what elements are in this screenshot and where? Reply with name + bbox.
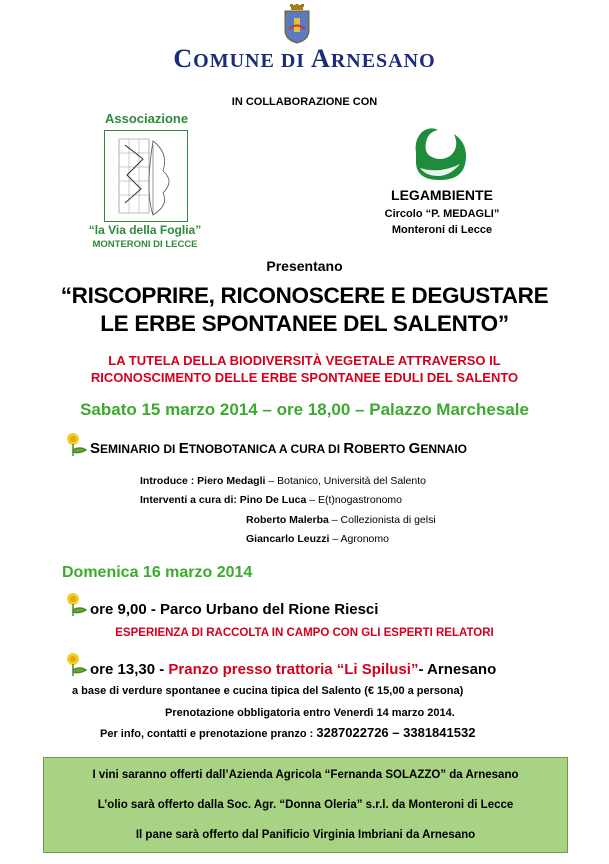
swan-logo-icon <box>410 122 470 184</box>
event-subtitle-line1: LA TUTELA DELLA BIODIVERSITÀ VEGETALE ATTRAVERSO IL <box>108 353 501 368</box>
lunch-details: a base di verdure spontanee e cucina tipica del Salento (€ 15,00 a persona) <box>72 685 464 697</box>
crest-icon <box>282 4 312 44</box>
sponsor-bread: Il pane sarà offerto dal Panificio Virginia Imbriani da Arnesano <box>135 829 476 841</box>
speaker-leuzzi: Giancarlo Leuzzi – Agronomo <box>246 533 389 545</box>
collaboration-label: IN COLLABORAZIONE CON <box>231 96 378 108</box>
association-name: “la Via della Foglia” <box>88 223 202 237</box>
speaker-malerba: Roberto Malerba – Collezionista di gelsi <box>246 514 436 526</box>
comune-title: COMUNE DI ARNESANO <box>173 44 436 73</box>
saturday-heading: Sabato 15 marzo 2014 – ore 18,00 – Palazzo Marchesale <box>80 400 529 419</box>
event-lunch: ore 13,30 - Pranzo presso trattoria “Li Spilusi”- Arnesano <box>90 661 497 678</box>
event-subtitle-line2: RICONOSCIMENTO DELLE ERBE SPONTANEE EDULI DEL SALENTO <box>90 370 519 385</box>
association-title: Associazione <box>105 111 189 126</box>
speaker-introduce: Introduce : Piero Medagli – Botanico, Università del Salento <box>140 475 426 487</box>
event-subtitle <box>0 352 609 386</box>
legambiente-name: LEGAMBIENTE <box>391 187 493 203</box>
contact-info: Per info, contatti e prenotazione pranzo : 3287022726 – 3381841532 <box>100 725 476 740</box>
reservation-note: Prenotazione obbligatoria entro Venerdì 14 marzo 2014. <box>165 707 455 719</box>
sponsors-box <box>43 757 568 853</box>
legambiente-city: Monteroni di Lecce <box>391 224 493 236</box>
event-title-line2: LE ERBE SPONTANEE DEL SALENTO” <box>100 311 509 336</box>
association-city: MONTERONI DI LECCE <box>92 239 198 250</box>
leaf-logo-icon <box>104 130 188 222</box>
event-morning: ore 9,00 - Parco Urbano del Rione Riesci <box>90 601 379 618</box>
dandelion-icon <box>64 592 90 616</box>
seminar-heading: SEMINARIO DI ETNOBOTANICA A CURA DI ROBERTO GENNAIO <box>90 440 467 457</box>
sunday-heading: Domenica 16 marzo 2014 <box>62 564 253 581</box>
legambiente-circolo: Circolo “P. MEDAGLI” <box>384 208 500 220</box>
dandelion-icon <box>64 652 90 676</box>
sponsor-wine: I vini saranno offerti dall’Azienda Agricola “Fernanda SOLAZZO” da Arnesano <box>92 769 519 781</box>
experience-note: ESPERIENZA DI RACCOLTA IN CAMPO CON GLI ESPERTI RELATORI <box>115 627 494 639</box>
event-title <box>0 282 609 338</box>
event-title-line1: “RISCOPRIRE, RICONOSCERE E DEGUSTARE <box>60 283 549 308</box>
sponsor-oil: L’olio sarà offerto dalla Soc. Agr. “Donna Oleria” s.r.l. da Monteroni di Lecce <box>97 799 514 811</box>
dandelion-icon <box>64 432 90 456</box>
presentano-label: Presentano <box>266 258 343 274</box>
speaker-interventi: Interventi a cura di: Pino De Luca – E(t)nogastronomo <box>140 494 403 506</box>
